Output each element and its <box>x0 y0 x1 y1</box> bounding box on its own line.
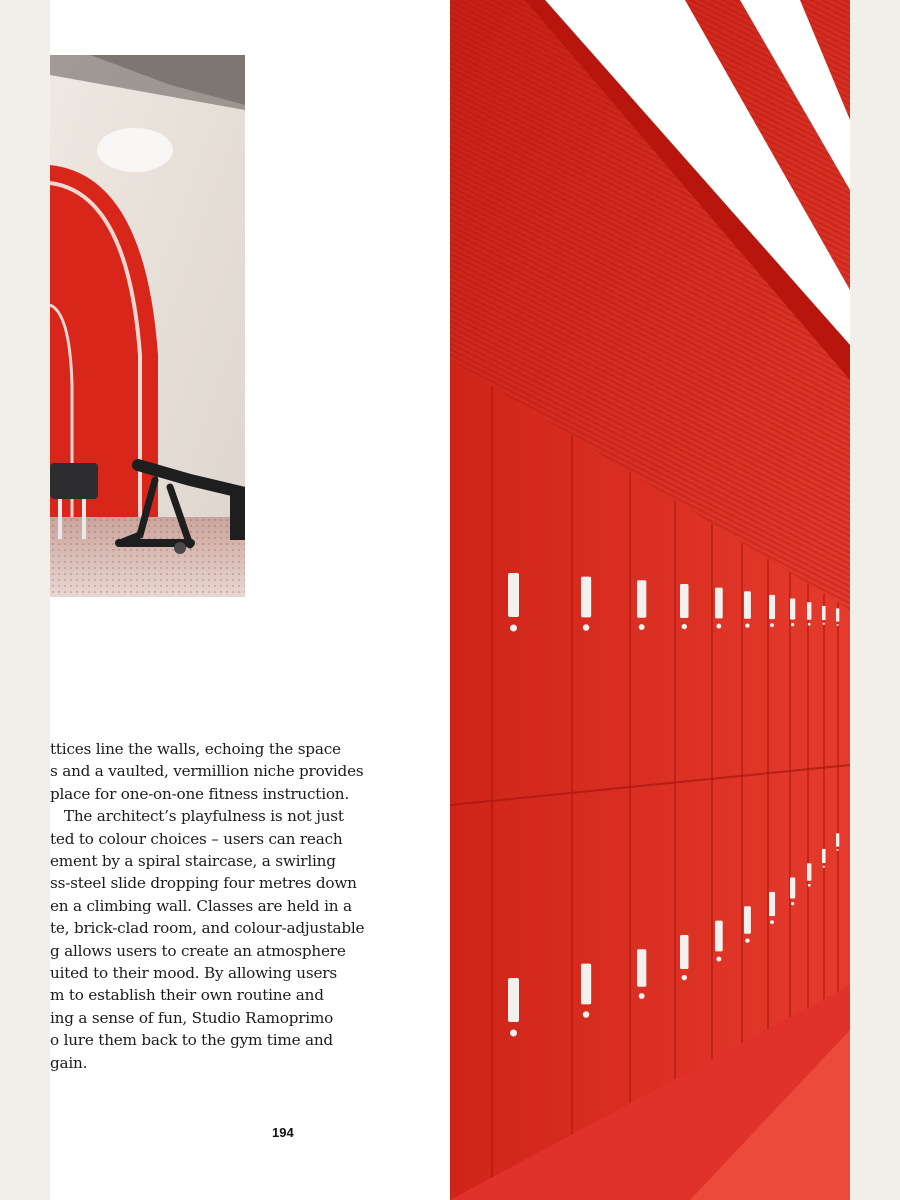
page-number: 194 <box>272 1125 294 1140</box>
text-line: o lure them back to the gym time and <box>50 1031 333 1050</box>
text-line: ss-steel slide dropping four metres down <box>50 874 357 893</box>
article-body-text <box>50 738 380 1074</box>
text-line: ement by a spiral staircase, a swirling <box>50 852 336 871</box>
red-lockers-photo <box>450 0 850 1200</box>
text-line: place for one-on-one fitness instruction. <box>50 784 350 803</box>
text-line: gain. <box>50 1053 88 1072</box>
text-line: en a climbing wall. Classes are held in a <box>50 896 352 915</box>
text-line: The architect’s playfulness is not just <box>50 807 344 826</box>
gym-niche-photo <box>50 55 245 597</box>
text-line: ted to colour choices – users can reach <box>50 829 343 848</box>
text-line: te, brick-clad room, and colour-adjustable <box>50 919 365 938</box>
text-line: s and a vaulted, vermillion niche provides <box>50 762 364 781</box>
text-line: m to establish their own routine and <box>50 986 324 1005</box>
text-line: g allows users to create an atmosphere <box>50 941 346 960</box>
magazine-page <box>50 0 850 1200</box>
text-line: ing a sense of fun, Studio Ramoprimo <box>50 1008 334 1027</box>
text-line: ttices line the walls, echoing the space <box>50 740 341 758</box>
text-line: uited to their mood. By allowing users <box>50 964 337 983</box>
